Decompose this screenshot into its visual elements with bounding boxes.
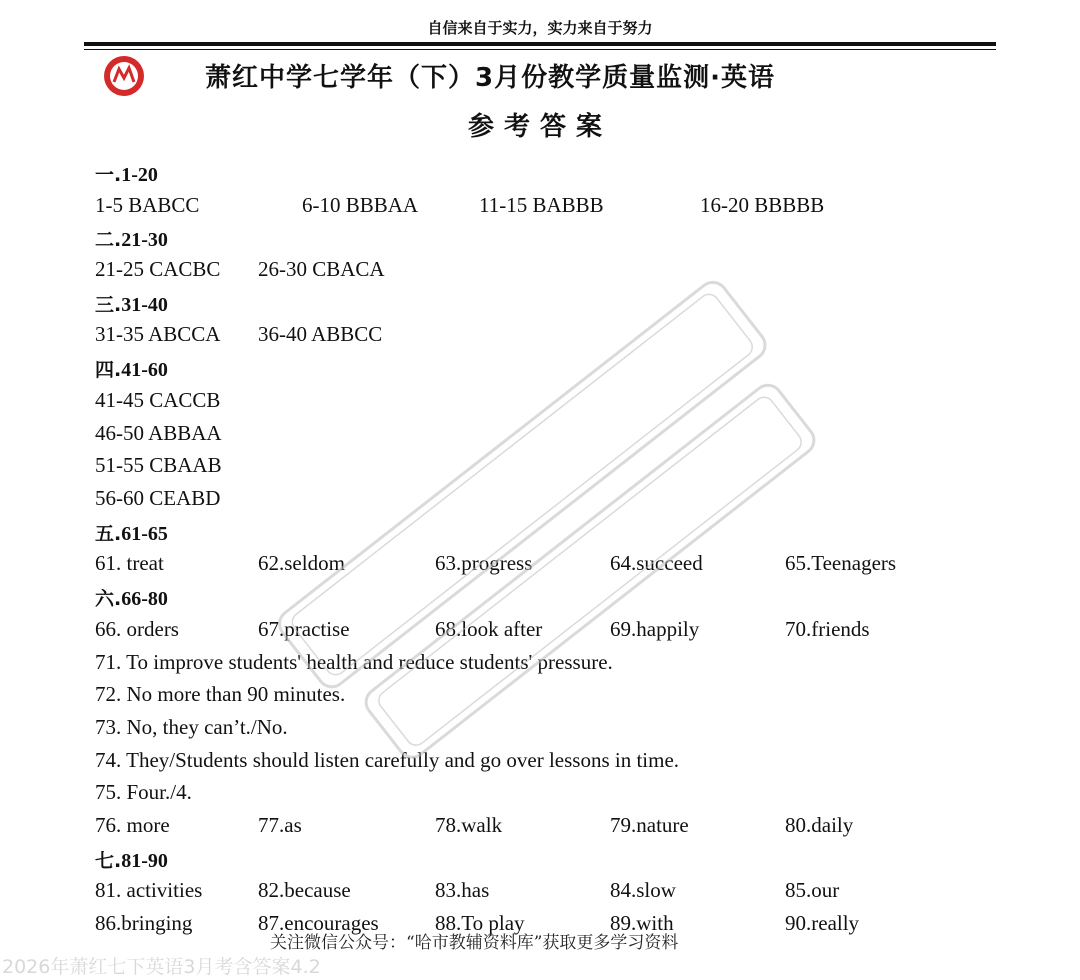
answer-item: 76. more [95,813,170,837]
header-rule-thick [84,42,996,46]
answer-item: 83.has [435,878,490,902]
answer-group: 56-60 CEABD [95,486,221,510]
answer-item: 68.look after [435,617,543,641]
answer-group: 21-25 CACBC [95,257,221,281]
answer-item: 81. activities [95,878,203,902]
answer-group: 31-35 ABCCA [95,322,221,346]
section-heading-1: 一.1-20 [95,164,158,186]
answer-item: 80.daily [785,813,854,837]
answer-group: 16-20 BBBBB [700,193,825,217]
section-heading-6: 六.66-80 [95,588,168,610]
answer-line: 72. No more than 90 minutes. [95,682,346,706]
answer-item: 87.encourages [258,911,379,935]
answer-group: 51-55 CBAAB [95,453,222,477]
header-rule-thin [84,49,996,50]
answer-group: 36-40 ABBCC [258,322,383,346]
answer-item: 67.practise [258,617,350,641]
answer-item: 79.nature [610,813,689,837]
answer-item: 70.friends [785,617,870,641]
answer-item: 69.happily [610,617,700,641]
answer-item: 78.walk [435,813,503,837]
answer-item: 77.as [258,813,302,837]
answer-item: 63.progress [435,551,533,575]
page-title: 萧红中学七学年（下）3月份教学质量监测·英语 [205,63,775,93]
answer-item: 82.because [258,878,351,902]
answer-item: 89.with [610,911,674,935]
answer-item: 86.bringing [95,911,193,935]
school-logo-icon [95,54,153,98]
answer-item: 65.Teenagers [785,551,897,575]
section-heading-3: 三.31-40 [95,294,168,316]
answer-item: 90.really [785,911,860,935]
answer-group: 26-30 CBACA [258,257,385,281]
answer-item: 61. treat [95,551,164,575]
section-heading-2: 二.21-30 [95,229,168,251]
section-heading-5: 五.61-65 [95,523,168,545]
answer-line: 74. They/Students should listen carefully and go over lessons in time. [95,748,680,772]
answer-item: 66. orders [95,617,179,641]
section-heading-7: 七.81-90 [95,850,168,872]
footer-note: 关注微信公众号：“哈市教辅资料库”获取更多学习资料 [270,933,679,953]
section-heading-4: 四.41-60 [95,359,168,381]
answer-item: 62.seldom [258,551,345,575]
answer-group: 11-15 BABBB [479,193,604,217]
answer-group: 41-45 CACCB [95,388,221,412]
answer-item: 88.To play [435,911,525,935]
answer-group: 46-50 ABBAA [95,421,222,445]
answer-item: 64.succeed [610,551,703,575]
answer-item: 85.our [785,878,840,902]
answer-item: 84.slow [610,878,676,902]
motto: 自信来自于实力，实力来自于努力 [427,19,653,37]
page-subtitle: 参考答案 [467,112,612,142]
answer-group: 6-10 BBBAA [302,193,419,217]
answer-group: 1-5 BABCC [95,193,200,217]
answer-line: 71. To improve students' health and reduce students' pressure. [95,650,613,674]
answer-line: 73. No, they can’t./No. [95,715,288,739]
answer-line: 75. Four./4. [95,780,192,804]
file-caption: 2026年萧红七下英语3月考含答案4.2 [2,956,321,978]
